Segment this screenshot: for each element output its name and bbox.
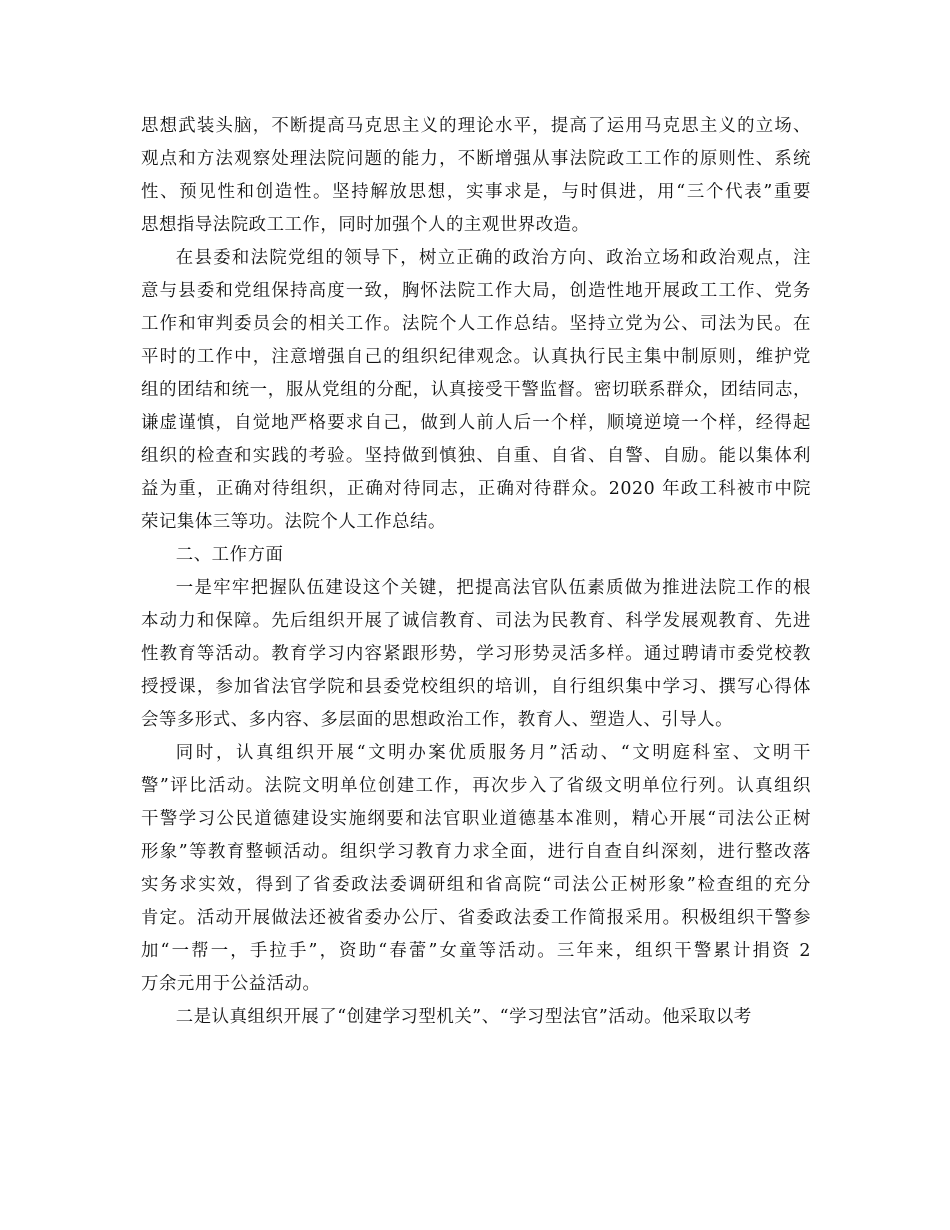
text-line: 荣记集体三等功。法院个人工作总结。 xyxy=(141,512,446,532)
text-line: 性、预见性和创造性。坚持解放思想，实事求是，与时俱进，用“三个代表”重要 xyxy=(141,182,811,202)
text-line: 形象”等教育整顿活动。组织学习教育力求全面，进行自查自纠深刻，进行整改落 xyxy=(141,842,811,862)
text-line: 警”评比活动。法院文明单位创建工作，再次步入了省级文明单位行列。认真组织 xyxy=(141,776,811,796)
text-line: 肯定。活动开展做法还被省委办公厅、省委政法委工作简报采用。积极组织干警参 xyxy=(141,908,811,928)
text-line: 会等多形式、多内容、多层面的思想政治工作，教育人、塑造人、引导人。 xyxy=(141,710,734,730)
text-line: 本动力和保障。先后组织开展了诚信教育、司法为民教育、科学发展观教育、先进 xyxy=(141,611,811,631)
paragraph xyxy=(141,110,811,242)
text-line: 实务求实效，得到了省委政法委调研组和省高院“司法公正树形象”检查组的充分 xyxy=(141,875,811,895)
paragraph xyxy=(141,737,811,1001)
text-line: 万余元用于公益活动。 xyxy=(141,974,321,994)
text-line: 干警学习公民道德建设实施纲要和法官职业道德基本准则，精心开展“司法公正树 xyxy=(141,809,811,829)
text-line: 同时，认真组织开展“文明办案优质服务月”活动、“文明庭科室、文明干 xyxy=(175,743,811,763)
text-line: 一是牢牢把握队伍建设这个关键，把提高法官队伍素质做为推进法院工作的根 xyxy=(175,578,811,598)
text-line: 加“一帮一，手拉手”，资助“春蕾”女童等活动。三年来，组织干警累计捐资 2 xyxy=(141,941,811,961)
text-line: 组织的检查和实践的考验。坚持做到慎独、自重、自省、自警、自励。能以集体利 xyxy=(141,446,811,466)
text-line: 思想指导法院政工工作，同时加强个人的主观世界改造。 xyxy=(141,215,590,235)
text-line: 性教育等活动。教育学习内容紧跟形势，学习形势灵活多样。通过聘请市委党校教 xyxy=(141,644,811,664)
paragraph xyxy=(141,539,811,572)
text-line: 益为重，正确对待组织，正确对待同志，正确对待群众。2020 年政工科被市中院 xyxy=(141,479,811,499)
paragraph xyxy=(141,1001,811,1034)
text-line: 意与县委和党组保持高度一致，胸怀法院工作大局，创造性地开展政工工作、党务 xyxy=(141,281,811,301)
text-line: 工作和审判委员会的相关工作。法院个人工作总结。坚持立党为公、司法为民。在 xyxy=(141,314,811,334)
paragraph xyxy=(141,572,811,737)
text-line: 组的团结和统一，服从党组的分配，认真接受干警监督。密切联系群众，团结同志， xyxy=(141,380,811,400)
text-line: 思想武装头脑，不断提高马克思主义的理论水平，提高了运用马克思主义的立场、 xyxy=(141,116,811,136)
text-line: 平时的工作中，注意增强自己的组织纪律观念。认真执行民主集中制原则，维护党 xyxy=(141,347,811,367)
text-line: 授授课，参加省法官学院和县委党校组织的培训，自行组织集中学习、撰写心得体 xyxy=(141,677,811,697)
text-line: 在县委和法院党组的领导下，树立正确的政治方向、政治立场和政治观点，注 xyxy=(175,248,811,268)
document-body xyxy=(141,110,811,1034)
text-line: 观点和方法观察处理法院问题的能力，不断增强从事法院政工工作的原则性、系统 xyxy=(141,149,811,169)
paragraph xyxy=(141,242,811,539)
text-line: 谦虚谨慎，自觉地严格要求自己，做到人前人后一个样，顺境逆境一个样，经得起 xyxy=(141,413,811,433)
text-line: 二是认真组织开展了“创建学习型机关”、“学习型法官”活动。他采取以考 xyxy=(175,1007,752,1027)
text-line: 二、工作方面 xyxy=(175,545,284,565)
